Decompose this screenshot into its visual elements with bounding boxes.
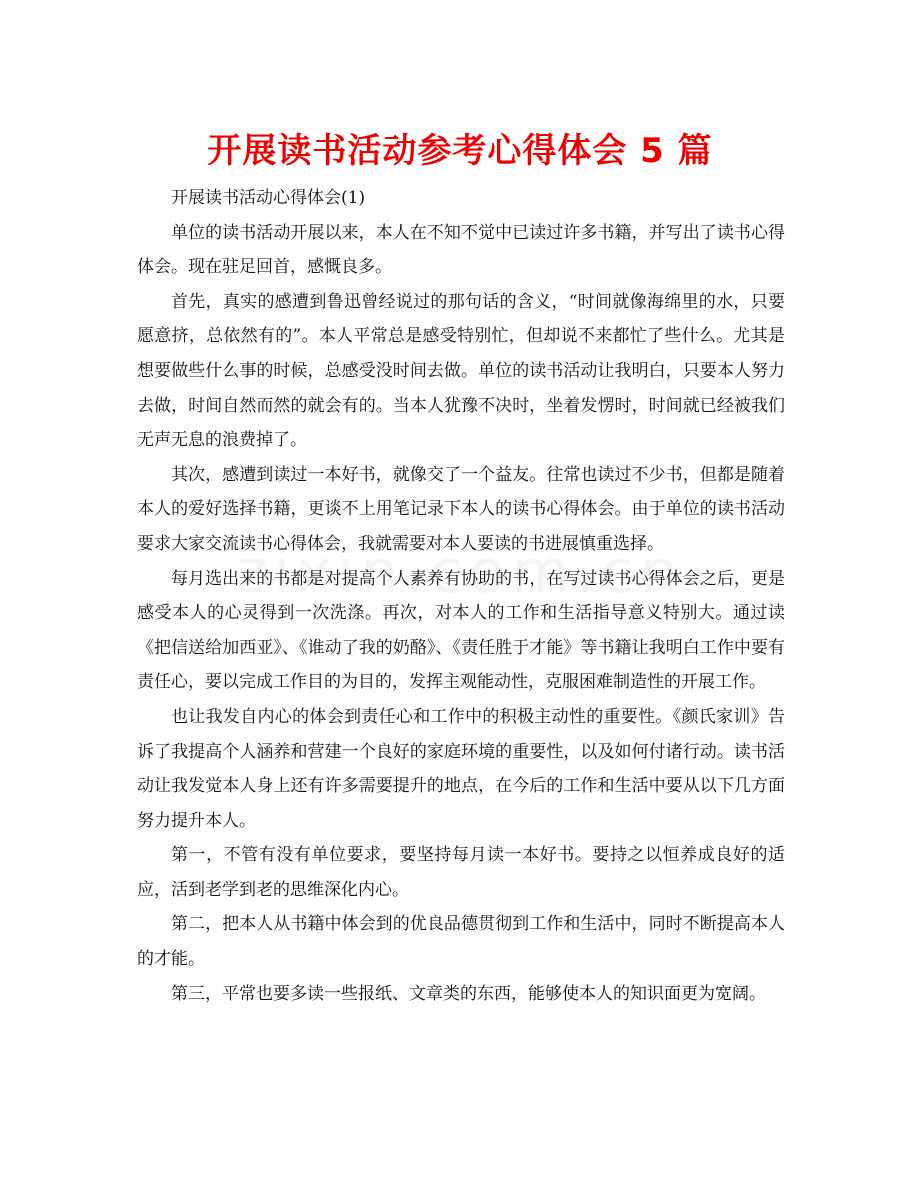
paragraph: 第一，不管有没有单位要求，要坚持每月读一本好书。要持之以恒养成良好的适应，活到老学到老的思维深化内心。 (137, 845, 785, 900)
document-title: 开展读书活动参考心得体会 5 篇 (207, 131, 713, 171)
paragraph: 其次，感遭到读过一本好书，就像交了一个益友。往常也读过不少书，但都是随着本人的爱好选择书籍，更谈不上用笔记录下本人的读书心得体会。由于单位的读书活动要求大家交流读书心得体会，我就需要对本人要读的书进展慎重选择。 (137, 464, 785, 554)
paragraph: 第三，平常也要多读一些报纸、文章类的东西，能够使本人的知识面更为宽阔。 (171, 983, 766, 1004)
paragraph: 单位的读书活动开展以来，本人在不知不觉中已读过许多书籍，并写出了读书心得体会。现在驻足回首，感慨良多。 (137, 222, 785, 278)
section-heading: 开展读书活动心得体会(1) (171, 188, 366, 208)
paragraph: 也让我发自内心的体会到责任心和工作中的积极主动性的重要性。《颜氏家训》告诉了我提高个人涵养和营建一个良好的家庭环境的重要性，以及如何付诸行动。读书活动让我发觉本人身上还有许多需要提升的地点，在今后的工作和生活中要从以下几方面努力提升本人。 (137, 706, 785, 831)
paragraph: 每月选出来的书都是对提高个人素养有协助的书，在写过读书心得体会之后，更是感受本人的心灵得到一次洗涤。再次，对本人的工作和生活指导意义特别大。通过读《把信送给加西亚》、《谁动了我的奶酪》、《责任胜于才能》等书籍让我明白工作中要有责任心，要以完成工作目的为目的，发挥主观能动性，克服困难制造性的开展工作。 (137, 568, 785, 693)
document-body (137, 181, 785, 1011)
paragraph: 第二，把本人从书籍中体会到的优良品德贯彻到工作和生活中，同时不断提高本人的才能。 (137, 914, 785, 970)
paragraph: 首先，真实的感遭到鲁迅曾经说过的那句话的含义，“时间就像海绵里的水，只要愿意挤，总依然有的”。本人平常总是感受特别忙，但却说不来都忙了些什么。尤其是想要做些什么事的时候，总感受没时间去做。单位的读书活动让我明白，只要本人努力去做，时间自然而然的就会有的。当本人犹豫不决时，坐着发愣时，时间就已经被我们无声无息的浪费掉了。 (137, 291, 785, 451)
